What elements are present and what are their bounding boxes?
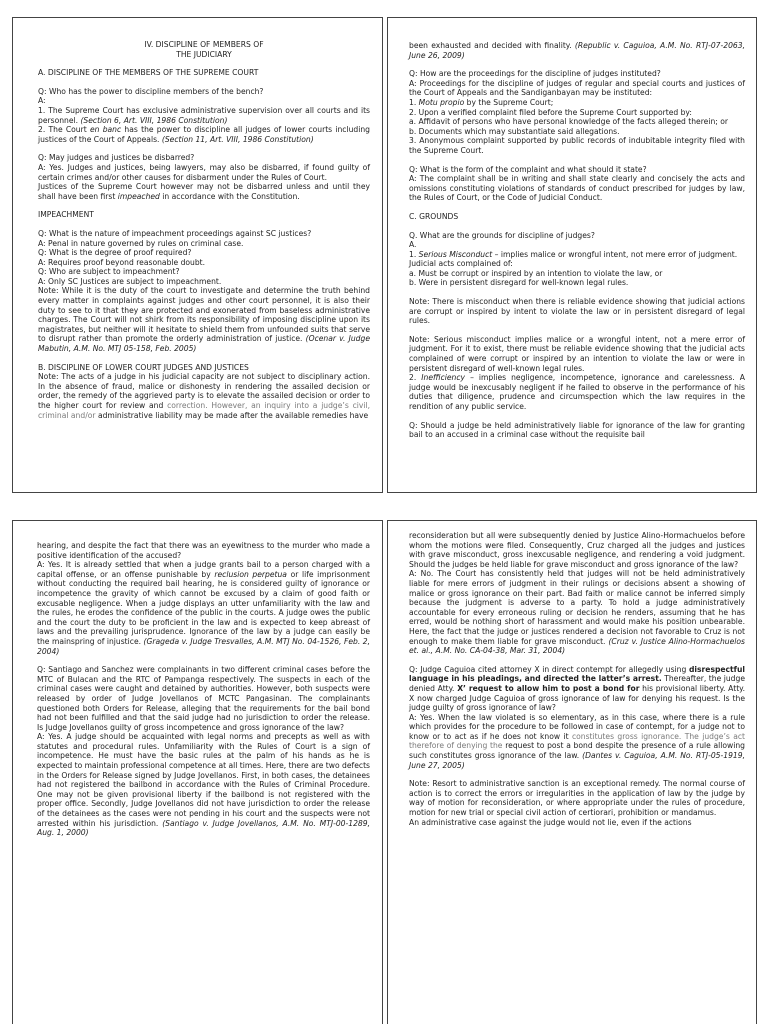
ground-item: 2. Inefficiency – implies negligence, incompetence, ignorance and carelessness. A judge would be inexcusably negligent if he failed to observe in the performance of his duties that diligence, prudence and circumspection which the law requires in the rendition of any public service.	[409, 373, 745, 411]
answer-item: 2. Upon a verified complaint filed before the Supreme Court supported by:	[409, 107, 692, 117]
answer: A: Yes. It is already settled that when a judge grants bail to a person charged with a capital offense, or an offense punishable by reclusion perpetua or life imprisonment without conducting the required bail hearing, he is considered guilty of ignorance or incompetence the gravity of which cannot be excused by a claim of good faith or excusable negligence. When a judge displays an utter unfamiliarity with the law and the rules, he erodes the confidence of the public in the courts. A judge owes the public and the court the duty to be proficient in the law and is expected to keep abreast of laws and the prevailing jurisprudence. Ignorance of the law by a judge can easily be the mainspring of injustice. (Grageda v. Judge Tresvalles, A.M. MTJ No. 04-1526, Feb. 2, 2004)	[37, 560, 370, 656]
chapter-title: IV. DISCIPLINE OF MEMBERS OF THE JUDICIARY	[144, 40, 264, 59]
answer-item: 3. Anonymous complaint supported by public records of indubitable integrity filed with the Supreme Court.	[409, 136, 745, 155]
question: Q: How are the proceedings for the discipline of judges instituted?	[409, 69, 661, 79]
answer-item: b. Documents which may substantiate said allegations.	[409, 126, 620, 136]
answer: A: Proceedings for the discipline of judges of regular and special courts and justices of the Court of Appeals and the Sandiganbayan may be instituted:	[409, 78, 745, 98]
section-heading-b: B. DISCIPLINE OF LOWER COURT JUDGES AND JUSTICES	[38, 362, 249, 372]
page-1	[12, 17, 383, 493]
answer: A: Yes. Judges and justices, being lawyers, may also be disbarred, if found guilty of certain crimes and/or other causes for disbarment under the Rules of Court.	[38, 162, 370, 182]
answer-item: a. Affidavit of persons who have personal knowledge of the facts alleged therein; or	[409, 117, 729, 127]
answer-item: Judicial acts complained of:	[409, 259, 513, 269]
question: Q: What is the degree of proof required?	[38, 248, 192, 258]
continued-text: been exhausted and decided with finality. (Republic v. Caguioa, A.M. No. RTJ-07-2063, June 26, 2009)	[409, 41, 745, 60]
answer: A: Penal in nature governed by rules on criminal case.	[38, 238, 244, 248]
note: Note: While it is the duty of the court to investigate and determine the truth behind every matter in complaints against judges and other court personnel, it is also their duty to see to it that they are protected and exonerated from baseless administrative charges. The Court will not shirk from its responsibility of imposing discipline upon its magistrates, but neither will it hesitate to shield them from unfounded suits that serve to disrupt rather than promote the orderly administration of justice. (Ocenar v. Judge Mabutin, A.M. No. MTJ 05-158, Feb. 2005)	[38, 286, 370, 354]
answer-item: 1. Motu propio by the Supreme Court;	[409, 97, 554, 107]
page-4	[387, 520, 757, 1024]
note: Note: The acts of a judge in his judicial capacity are not subject to disciplinary action. In the absence of fraud, malice or dishonesty in rendering the assailed decision or order, the remedy of the aggrieved party is to elevate the assailed decision or order to the higher court for review and correction. However, an inquiry into a judge’s civil, criminal and/or administrative liability may be made after the available remedies have	[38, 372, 370, 420]
ground-item: 1. Serious Misconduct – implies malice or wrongful intent, not mere error of judgment.	[409, 249, 738, 259]
answer: A: Requires proof beyond reasonable doubt.	[38, 257, 206, 267]
note: Note: Resort to administrative sanction is an exceptional remedy. The normal course of action is to correct the errors or irregularities in the application of law by the judge by way of motion for reconsideration, or where appropriate under the rules of procedure, motion for new trial or special civil action of certiorari, prohibition or mandamus.	[409, 779, 745, 818]
continued-text: An administrative case against the judge would not lie, even if the actions	[409, 817, 692, 827]
section-heading-a: A. DISCIPLINE OF THE MEMBERS OF THE SUPREME COURT	[38, 68, 259, 78]
question: Q: Who are subject to impeachment?	[38, 267, 180, 277]
answer-label: A.	[409, 240, 417, 250]
answer-item: b. Were in persistent disregard for well-known legal rules.	[409, 278, 629, 288]
question: Q: Should a judge be held administratively liable for ignorance of the law for granting bail to an accused in a criminal case without the requisite bail	[409, 420, 745, 440]
question: Q: Santiago and Sanchez were complainants in two different criminal cases before the MTC of Bulacan and the RTC of Pampanga respectively. The suspects in each of the criminal cases were caught and detained by authorities. However, both suspects were released by order of Judge Jovellanos of MCTC Pangasinan. The complainants questioned both Orders for Release, alleging that the requirements for the bail bond had not been fulfilled and that the said judge had no jurisdiction to order the release. Is Judge Jovellanos guilty of gross incompetence and gross ignorance of the law?	[37, 665, 370, 732]
question: Q: Who has the power to discipline members of the bench?	[38, 86, 264, 96]
continued-text: hearing, and despite the fact that there was an eyewitness to the murder who made a positive identification of the accused?	[37, 541, 370, 560]
answer: A: The complaint shall be in writing and shall state clearly and concisely the acts and omissions constituting violations of standards of conduct prescribed for judges by law, the Rules of Court, or the Code of Judicial Conduct.	[409, 174, 745, 203]
subheading-impeachment: IMPEACHMENT	[38, 210, 94, 220]
answer: A: No. The Court has consistently held that judges will not be held administratively liable for mere errors of judgment in their rulings or decisions absent a showing of malice or gross ignorance on their part. Bad faith or malice cannot be inferred simply because the judgment is adverse to a party. To hold a judge administratively accountable for every erroneous ruling or decision he renders, assuming that he has erred, would be nothing short of harassment and would make his position unbearable. Here, the fact that the judge or justices rendered a decision not favorable to Cruz is not enough to make them liable for grave misconduct. (Cruz v. Justice Alino-Hormachuelos et. al., A.M. No. CA-04-38, Mar. 31, 2004)	[409, 569, 746, 656]
answer-label: A:	[38, 96, 46, 106]
page-2	[387, 17, 757, 493]
answer: A: Only SC Justices are subject to impeachment.	[38, 276, 222, 286]
continued-text: reconsideration but all were subsequently denied by Justice Alino-Hormachuelos before whom the motions were filed. Consequently, Cruz charged all the judges and justices with grave misconduct, gross inexcusable negligence, and rendering a void judgment. Should the judges be held liable for grave misconduct and gross ignorance of the law?	[409, 531, 745, 569]
question: Q: Judge Caguioa cited attorney X in direct contempt for allegedly using disrespectful language in his pleadings, and directed the latter’s arrest. Thereafter, the judge denied Atty. X’ request to allow him to post a bond for his provisional liberty. Atty. X now charged Judge Caguioa of gross ignorance of law for denying his request. Is the judge guilty of gross ignorance of law?	[409, 664, 746, 713]
question: Q. What are the grounds for discipline of judges?	[409, 230, 595, 240]
answer-item: 2. The Court en banc has the power to discipline all judges of lower courts including justices of the Court of Appeals. (Section 11, Art. VIII, 1986 Constitution)	[38, 125, 370, 144]
note: Note: There is misconduct when there is reliable evidence showing that judicial actions are corrupt or inspired by intent to violate the law or in persistent disregard of legal rules.	[409, 297, 745, 326]
page-3	[12, 520, 383, 1024]
question: Q: What is the form of the complaint and what should it state?	[409, 164, 647, 174]
question: Q: What is the nature of impeachment proceedings against SC justices?	[38, 228, 312, 238]
answer-item: a. Must be corrupt or inspired by an intention to violate the law, or	[409, 268, 663, 278]
answer-item: 1. The Supreme Court has exclusive administrative supervision over all courts and its personnel. (Section 6, Art. VIII, 1986 Constitution)	[38, 105, 370, 125]
note: Note: Serious misconduct implies malice or a wrongful intent, not a mere error of judgment. For it to exist, there must be reliable evidence showing that the judicial acts complained of were corrupt or inspired by an intention to violate the law or were in persistent disregard of well-known legal rules.	[409, 334, 745, 373]
question: Q: May judges and justices be disbarred?	[38, 153, 195, 163]
section-heading-c: C. GROUNDS	[409, 211, 459, 221]
answer: A: Yes. When the law violated is so elementary, as in this case, where there is a rule which provides for the procedure to be followed in case of contempt, for a judge not to know or to act as if he does not know it constitutes gross ignorance. The judge’s act therefore of denying the request to post a bond despite the presence of a rule allowing such constitutes gross ignorance of the law. (Dantes v. Caguioa, A.M. No. RTJ-05-1919, June 27, 2005)	[409, 712, 746, 770]
answer: A: Yes. A judge should be acquainted with legal norms and precepts as well as with statutes and procedural rules. Unfamiliarity with the Rules of Court is a sign of incompetence. He must have the basic rules at the palm of his hands as he is expected to maintain professional competence at all times. Here, there are two defects in the Orders for Release signed by Judge Jovellanos. First, in both cases, the detainees had not registered the bailbond in accordance with the Rules of Criminal Procedure. One may not be given provisional liberty if the bailbond is not registered with the proper office. Secondly, Judge Jovellanos did not have jurisdiction to order the release of the detainees as the cases were not pending in his court and the suspects were not arrested within his jurisdiction. (Santiago v. Judge Jovellanos, A.M. No. MTJ-00-1289, Aug. 1, 2000)	[37, 732, 370, 838]
answer: Justices of the Supreme Court however may not be disbarred unless and until they shall have been first impeached in accordance with the Constitution.	[38, 182, 370, 201]
